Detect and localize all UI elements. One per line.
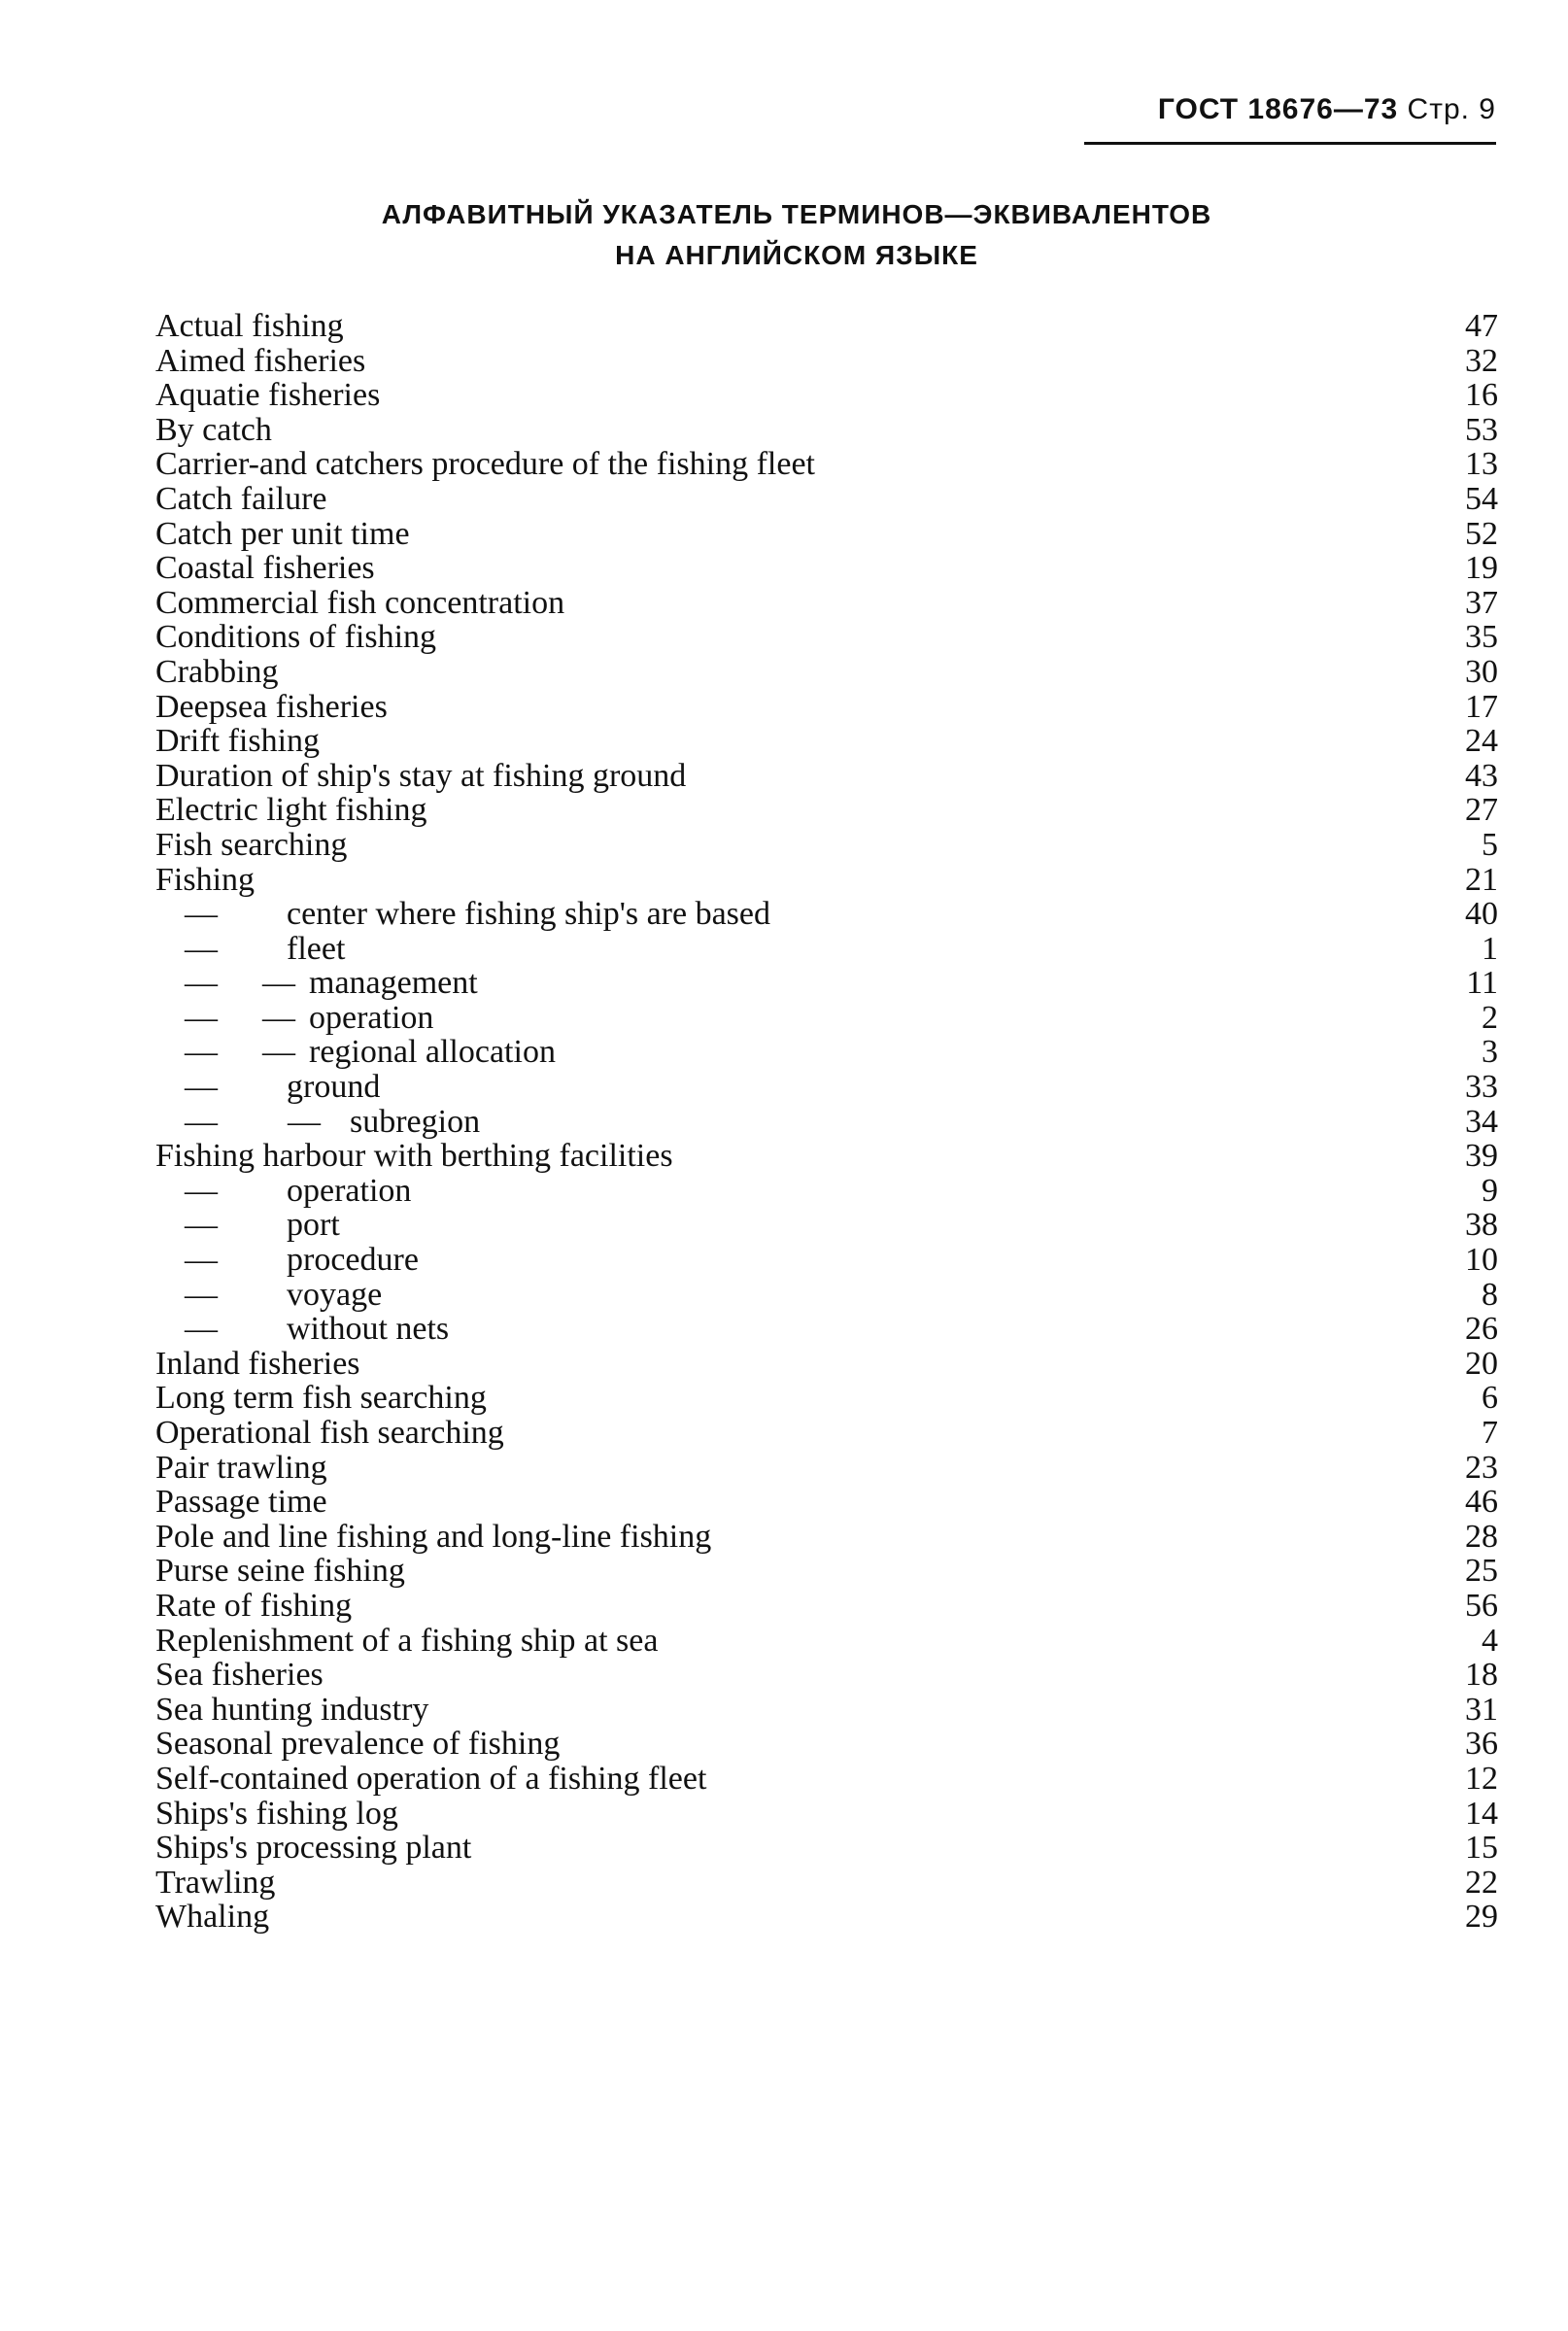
gost-designation: ГОСТ 18676—73 — [1157, 93, 1399, 125]
index-term-text: operation — [287, 1172, 412, 1209]
index-term-text: Fishing — [155, 861, 256, 898]
index-entry — [155, 1520, 1498, 1555]
index-term-number: 19 — [1465, 550, 1498, 587]
index-term — [185, 1070, 380, 1105]
index-term — [155, 1485, 327, 1520]
dash-marker: — — [185, 1069, 218, 1106]
index-term-number: 40 — [1465, 896, 1498, 933]
index-term-number: 27 — [1465, 792, 1498, 829]
index-entry — [155, 1001, 1498, 1036]
index-term-text: without nets — [287, 1311, 450, 1348]
index-term-number: 24 — [1465, 723, 1498, 760]
index-term-text: Electric light fishing — [155, 792, 427, 829]
index-term-text: port — [287, 1207, 340, 1244]
index-term — [155, 1624, 658, 1659]
index-term — [155, 1589, 352, 1624]
index-term-number: 21 — [1465, 861, 1498, 898]
index-term — [155, 1797, 398, 1832]
dash-marker: — — [262, 965, 295, 1002]
index-entry — [155, 1243, 1498, 1278]
index-term-text: subregion — [350, 1103, 481, 1140]
index-entry — [155, 1278, 1498, 1313]
index-term — [155, 1139, 673, 1174]
index-term — [185, 1174, 411, 1209]
index-title-line-2: НА АНГЛИЙСКОМ ЯЗЫКЕ — [615, 240, 978, 270]
index-term-number: 29 — [1465, 1899, 1498, 1936]
page-header — [1158, 93, 1496, 126]
index-term — [155, 1520, 711, 1555]
dash-marker: — — [262, 999, 295, 1036]
index-term-number: 11 — [1466, 965, 1498, 1002]
index-term-number: 56 — [1465, 1587, 1498, 1624]
index-entry — [155, 1208, 1498, 1243]
index-term-text: Inland fisheries — [155, 1345, 360, 1382]
index-term-number: 23 — [1465, 1449, 1498, 1486]
index-term — [185, 1035, 556, 1070]
index-term-text: Aimed fisheries — [155, 342, 366, 379]
index-term — [155, 1831, 471, 1866]
index-term — [155, 1658, 324, 1693]
index-term-text: Passage time — [155, 1484, 327, 1521]
index-entry — [155, 1347, 1498, 1382]
index-term — [155, 724, 320, 759]
index-entry — [155, 1139, 1498, 1174]
index-entry — [155, 1174, 1498, 1209]
index-term-number: 43 — [1465, 757, 1498, 794]
index-term — [155, 378, 380, 413]
index-term-number: 34 — [1465, 1103, 1498, 1140]
index-term — [185, 1243, 419, 1278]
index-term-number: 12 — [1465, 1760, 1498, 1797]
index-term-text: By catch — [155, 411, 272, 448]
index-term-text: Deepsea fisheries — [155, 688, 388, 725]
index-entry — [155, 1658, 1498, 1693]
index-term-text: Coastal fisheries — [155, 550, 375, 587]
index-term-number: 13 — [1465, 446, 1498, 483]
index-entry — [155, 344, 1498, 379]
index-term-number: 47 — [1465, 308, 1498, 344]
index-term-number: 5 — [1482, 826, 1498, 863]
index-term-number: 52 — [1465, 515, 1498, 552]
dash-marker: — — [185, 1034, 218, 1071]
index-entry — [155, 690, 1498, 725]
index-term — [185, 1208, 340, 1243]
index-term — [155, 1416, 504, 1451]
index-term-text: Pair trawling — [155, 1449, 327, 1486]
index-term-text: Carrier-and catchers procedure of the fishing fleet — [155, 446, 815, 483]
index-term-number: 2 — [1482, 999, 1498, 1036]
index-entry — [155, 620, 1498, 655]
index-term-number: 6 — [1482, 1380, 1498, 1417]
index-term — [185, 1312, 449, 1347]
index-term-number: 28 — [1465, 1518, 1498, 1555]
index-term — [155, 863, 255, 898]
index-term-number: 38 — [1465, 1207, 1498, 1244]
index-term-number: 4 — [1482, 1622, 1498, 1659]
index-term-number: 26 — [1465, 1311, 1498, 1348]
index-term-text: Conditions of fishing — [155, 619, 437, 656]
index-entry — [155, 1727, 1498, 1762]
index-entry — [155, 932, 1498, 967]
index-term — [155, 1762, 706, 1797]
index-entry — [155, 1485, 1498, 1520]
index-term-number: 35 — [1465, 619, 1498, 656]
index-term-text: Self-contained operation of a fishing fleet — [155, 1760, 707, 1797]
index-entry — [155, 482, 1498, 517]
dash-marker: — — [185, 1103, 218, 1140]
index-term-number: 30 — [1465, 653, 1498, 690]
index-entry — [155, 1035, 1498, 1070]
index-term — [155, 413, 272, 448]
index-term-number: 25 — [1465, 1553, 1498, 1590]
index-term — [155, 1381, 487, 1416]
index-entry — [155, 793, 1498, 828]
index-term-number: 1 — [1482, 930, 1498, 967]
index-term-text: Trawling — [155, 1864, 276, 1901]
index-term-number: 15 — [1465, 1830, 1498, 1867]
index-term-text: Ships's fishing log — [155, 1795, 398, 1832]
index-term-text: Actual fishing — [155, 308, 344, 344]
index-term-text: voyage — [287, 1276, 383, 1313]
index-term-text: Duration of ship's stay at fishing ground — [155, 757, 687, 794]
index-term — [155, 1900, 269, 1935]
index-term — [185, 1001, 433, 1036]
index-term — [185, 966, 478, 1001]
index-term-number: 9 — [1482, 1172, 1498, 1209]
index-term-number: 39 — [1465, 1138, 1498, 1175]
index-term-text: operation — [309, 999, 434, 1036]
dash-marker: — — [185, 1276, 218, 1313]
index-term-number: 54 — [1465, 480, 1498, 517]
index-term-number: 16 — [1465, 377, 1498, 414]
dash-marker: — — [185, 930, 218, 967]
index-term-text: Long term fish searching — [155, 1380, 487, 1417]
index-term — [185, 897, 770, 932]
index-entry — [155, 1624, 1498, 1659]
index-term-text: Catch per unit time — [155, 515, 410, 552]
index-term-number: 31 — [1465, 1691, 1498, 1728]
index-entry — [155, 517, 1498, 552]
index-term-number: 53 — [1465, 411, 1498, 448]
index-entry — [155, 447, 1498, 482]
index-term-number: 46 — [1465, 1484, 1498, 1521]
index-term — [155, 517, 410, 552]
index-term-number: 3 — [1482, 1034, 1498, 1071]
index-term-text: Drift fishing — [155, 723, 321, 760]
index-entry — [155, 759, 1498, 794]
index-entry — [155, 1762, 1498, 1797]
index-term-text: Crabbing — [155, 653, 279, 690]
dash-marker: — — [185, 1242, 218, 1279]
index-term-text: Purse seine fishing — [155, 1553, 405, 1590]
index-entry — [155, 1693, 1498, 1728]
index-term-text: Sea hunting industry — [155, 1691, 429, 1728]
index-term-number: 18 — [1465, 1657, 1498, 1694]
index-entry — [155, 1900, 1498, 1935]
page-number: Стр. 9 — [1407, 93, 1496, 125]
index-term — [185, 932, 345, 967]
index-term — [155, 551, 375, 586]
index-term — [155, 828, 347, 863]
index-entry — [155, 724, 1498, 759]
dash-marker: — — [185, 999, 218, 1036]
index-term — [155, 1866, 275, 1901]
dash-marker: — — [185, 1172, 218, 1209]
index-term-text: Catch failure — [155, 480, 327, 517]
index-term-number: 17 — [1465, 688, 1498, 725]
index-term — [155, 690, 388, 725]
index-term — [155, 759, 686, 794]
index-entry — [155, 586, 1498, 621]
index-entry — [155, 897, 1498, 932]
index-term-text: Commercial fish concentration — [155, 584, 565, 621]
index-entry — [155, 378, 1498, 413]
index-term-text: Replenishment of a fishing ship at sea — [155, 1622, 659, 1659]
index-term-text: regional allocation — [309, 1034, 556, 1071]
index-term-text: center where fishing ship's are based — [287, 896, 770, 933]
index-term-number: 36 — [1465, 1726, 1498, 1763]
index-term — [155, 793, 427, 828]
index-term — [155, 309, 344, 344]
index-entry — [155, 1589, 1498, 1624]
index-entry — [155, 828, 1498, 863]
dash-marker: — — [185, 1207, 218, 1244]
index-entry — [155, 1312, 1498, 1347]
index-term — [155, 655, 279, 690]
index-term — [155, 482, 327, 517]
index-term-number: 7 — [1482, 1415, 1498, 1451]
index-term — [155, 344, 365, 379]
dash-marker: — — [185, 896, 218, 933]
index-term-text: Aquatie fisheries — [155, 377, 381, 414]
index-term — [155, 1693, 428, 1728]
index-term — [185, 1105, 480, 1140]
index-term-text: Fishing harbour with berthing facilities — [155, 1138, 673, 1175]
index-term — [155, 1347, 360, 1382]
index-term — [155, 586, 564, 621]
index-term-text: Sea fisheries — [155, 1657, 324, 1694]
index-entry — [155, 1381, 1498, 1416]
index-entry — [155, 1554, 1498, 1589]
index-term-number: 8 — [1482, 1276, 1498, 1313]
index-entry — [155, 1451, 1498, 1486]
index-term-text: procedure — [287, 1242, 419, 1279]
index-term-number: 20 — [1465, 1345, 1498, 1382]
index-term-number: 37 — [1465, 584, 1498, 621]
header-rule — [1084, 142, 1496, 145]
dash-marker: — — [185, 1311, 218, 1348]
index-entry — [155, 1866, 1498, 1901]
index-term — [155, 620, 436, 655]
index-entry — [155, 413, 1498, 448]
index-term-number: 32 — [1465, 342, 1498, 379]
index-title — [0, 194, 1568, 276]
index-term-text: fleet — [287, 930, 346, 967]
index-term-text: Rate of fishing — [155, 1587, 353, 1624]
index-term — [155, 1727, 560, 1762]
index-entry — [155, 655, 1498, 690]
index-entry — [155, 1797, 1498, 1832]
index-entry — [155, 1416, 1498, 1451]
index-entry — [155, 309, 1498, 344]
index-term — [155, 447, 815, 482]
index-entry — [155, 551, 1498, 586]
index-entry — [155, 1105, 1498, 1140]
index-term — [155, 1451, 327, 1486]
index-title-line-1: АЛФАВИТНЫЙ УКАЗАТЕЛЬ ТЕРМИНОВ—ЭКВИВАЛЕНТОВ — [381, 199, 1212, 229]
index-term-number: 33 — [1465, 1069, 1498, 1106]
index-term-number: 22 — [1465, 1864, 1498, 1901]
index-term-text: Fish searching — [155, 826, 348, 863]
index-term-text: Whaling — [155, 1899, 270, 1936]
index-term-text: management — [309, 965, 478, 1002]
dash-marker: — — [262, 1034, 295, 1071]
index-entry — [155, 1831, 1498, 1866]
index-entry — [155, 966, 1498, 1001]
index-entry — [155, 863, 1498, 898]
index-term — [155, 1554, 405, 1589]
index-term-number: 10 — [1465, 1242, 1498, 1279]
dash-marker: — — [288, 1103, 321, 1140]
term-index-list — [155, 309, 1498, 1935]
index-term-text: Pole and line fishing and long-line fishing — [155, 1518, 712, 1555]
index-entry — [155, 1070, 1498, 1105]
index-term-text: Ships's processing plant — [155, 1830, 472, 1867]
index-term — [185, 1278, 382, 1313]
index-term-text: ground — [287, 1069, 381, 1106]
index-term-number: 14 — [1465, 1795, 1498, 1832]
dash-marker: — — [185, 965, 218, 1002]
index-term-text: Operational fish searching — [155, 1415, 504, 1451]
index-term-text: Seasonal prevalence of fishing — [155, 1726, 561, 1763]
